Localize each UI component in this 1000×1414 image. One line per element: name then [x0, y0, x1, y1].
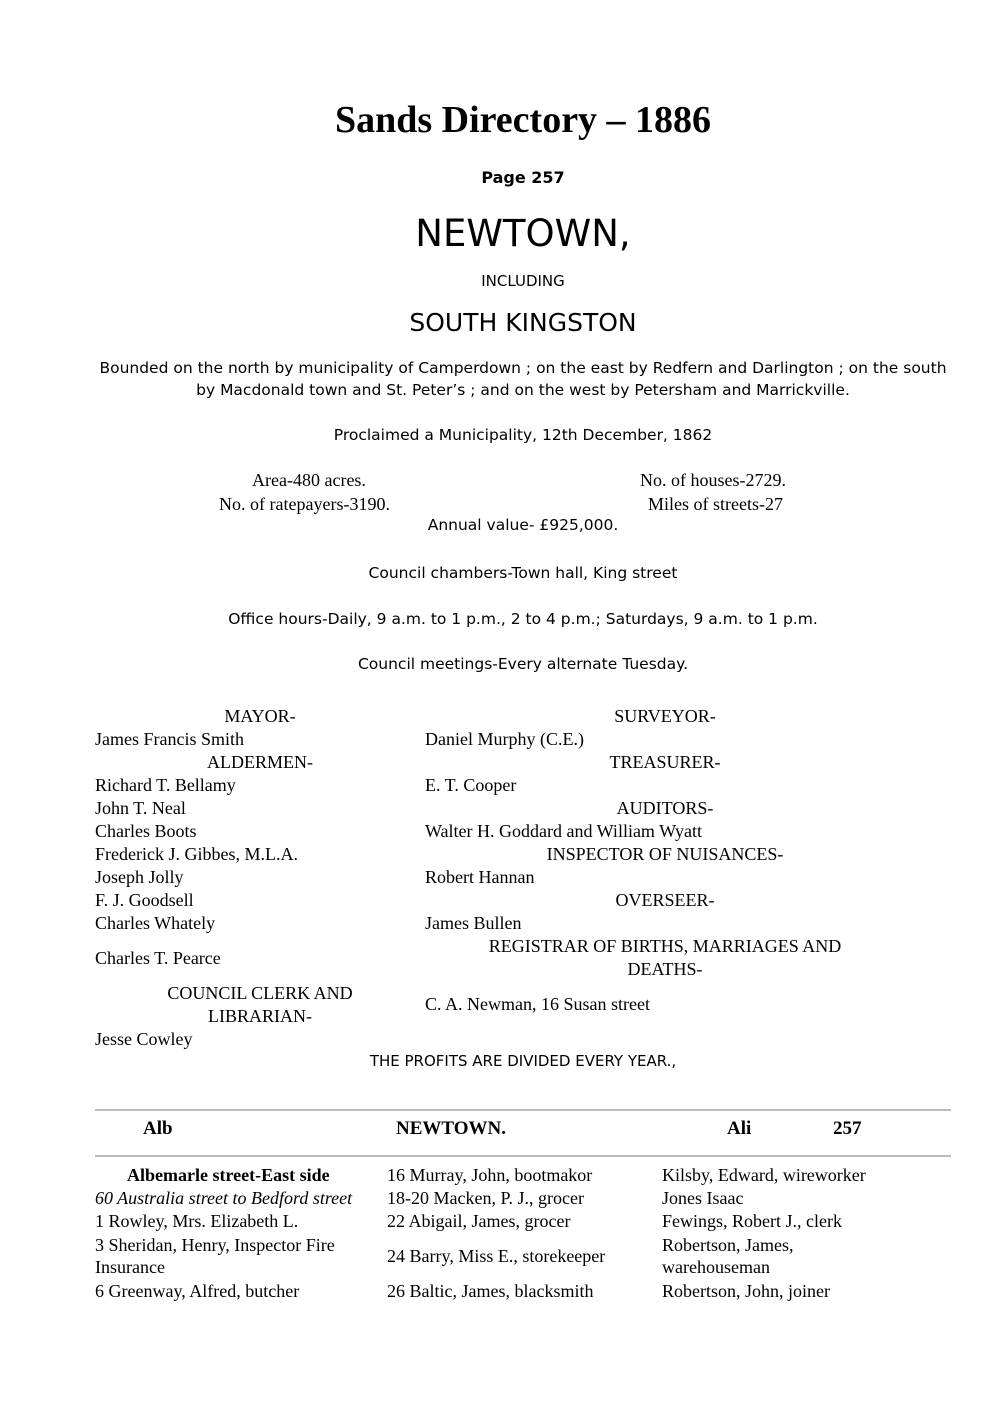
subtown-heading: SOUTH KINGSTON: [409, 308, 637, 337]
list-item-cont: warehouseman: [662, 1257, 770, 1277]
annual-value-stat: Annual value- £925,000.: [427, 516, 619, 534]
surveyor-name: Daniel Murphy (C.E.): [425, 729, 584, 749]
running-header-center: NEWTOWN.: [396, 1118, 506, 1139]
overseer-heading: OVERSEER-: [615, 890, 715, 910]
surveyor-heading: SURVEYOR-: [614, 706, 716, 726]
auditors-names: Walter H. Goddard and William Wyatt: [425, 821, 703, 841]
list-item: Robertson, John, joiner: [662, 1281, 830, 1301]
list-item: Fewings, Robert J., clerk: [662, 1211, 842, 1231]
list-item: 6 Greenway, Alfred, butcher: [95, 1281, 300, 1301]
header-rule-bottom: [95, 1155, 951, 1157]
list-item: 18-20 Macken, P. J., grocer: [387, 1188, 584, 1208]
mayor-heading: MAYOR-: [224, 706, 296, 726]
proclaimed-text: Proclaimed a Municipality, 12th December, 1862: [333, 426, 713, 444]
council-clerk-heading: COUNCIL CLERK AND: [167, 983, 353, 1003]
header-rule-top: [95, 1109, 951, 1111]
alderman-name: Charles Whately: [95, 913, 216, 933]
profits-note: THE PROFITS ARE DIVIDED EVERY YEAR.,: [369, 1052, 677, 1070]
page-number-label: Page 257: [481, 168, 565, 187]
town-heading: NEWTOWN,: [415, 212, 631, 255]
alderman-name: Charles Boots: [95, 821, 197, 841]
list-item: Jones Isaac: [662, 1188, 744, 1208]
council-clerk-heading-cont: LIBRARIAN-: [208, 1006, 312, 1026]
list-item: 1 Rowley, Mrs. Elizabeth L.: [95, 1211, 299, 1231]
area-stat: Area-480 acres.: [252, 470, 366, 490]
houses-stat: No. of houses-2729.: [640, 470, 786, 490]
list-item: 22 Abigail, James, grocer: [387, 1211, 571, 1231]
council-chambers-text: Council chambers-Town hall, King street: [368, 564, 678, 582]
including-label: INCLUDING: [481, 272, 565, 290]
alderman-name: Joseph Jolly: [95, 867, 184, 887]
treasurer-name: E. T. Cooper: [425, 775, 517, 795]
alderman-name: F. J. Goodsell: [95, 890, 194, 910]
running-header-page: 257: [833, 1118, 862, 1139]
registrar-heading: REGISTRAR OF BIRTHS, MARRIAGES AND: [488, 936, 842, 956]
ratepayers-stat: No. of ratepayers-3190.: [219, 494, 390, 514]
running-header-right: Ali: [727, 1118, 752, 1139]
alderman-name: Frederick J. Gibbes, M.L.A.: [95, 844, 298, 864]
alderman-name: John T. Neal: [95, 798, 186, 818]
registrar-heading-cont: DEATHS-: [627, 959, 703, 979]
auditors-heading: AUDITORS-: [616, 798, 714, 818]
office-hours-text: Office hours-Daily, 9 a.m. to 1 p.m., 2 to 4 p.m.; Saturdays, 9 a.m. to 1 p.m.: [228, 610, 818, 628]
mayor-name: James Francis Smith: [95, 729, 244, 749]
list-item: 3 Sheridan, Henry, Inspector Fire: [95, 1235, 335, 1255]
list-item: Robertson, James,: [662, 1235, 794, 1255]
list-item: 16 Murray, John, bootmakor: [387, 1165, 593, 1185]
alderman-name: Richard T. Bellamy: [95, 775, 236, 795]
street-heading: Albemarle street-East side: [127, 1165, 330, 1185]
list-item: Kilsby, Edward, wireworker: [662, 1165, 866, 1185]
aldermen-heading: ALDERMEN-: [207, 752, 313, 772]
inspector-name: Robert Hannan: [425, 867, 535, 887]
overseer-name: James Bullen: [425, 913, 522, 933]
council-clerk-name: Jesse Cowley: [95, 1029, 193, 1049]
list-item-cont: Insurance: [95, 1257, 165, 1277]
list-item: 24 Barry, Miss E., storekeeper: [387, 1246, 606, 1266]
registrar-name: C. A. Newman, 16 Susan street: [425, 994, 650, 1014]
inspector-heading: INSPECTOR OF NUISANCES-: [546, 844, 784, 864]
street-subheading: 60 Australia street to Bedford street: [95, 1188, 353, 1208]
boundaries-text: Bounded on the north by municipality of Camperdown ; on the east by Redfern and Darlington ; on the south by Macdonald town and St. Peter’s ; and on the west by Petersham and Marrickville.: [99, 359, 947, 399]
alderman-name: Charles T. Pearce: [95, 948, 221, 968]
treasurer-heading: TREASURER-: [609, 752, 721, 772]
page-title: Sands Directory – 1886: [334, 99, 712, 141]
council-meetings-text: Council meetings-Every alternate Tuesday.: [357, 655, 689, 673]
list-item: 26 Baltic, James, blacksmith: [387, 1281, 594, 1301]
running-header-left: Alb: [143, 1118, 173, 1139]
miles-stat: Miles of streets-27: [648, 494, 783, 514]
